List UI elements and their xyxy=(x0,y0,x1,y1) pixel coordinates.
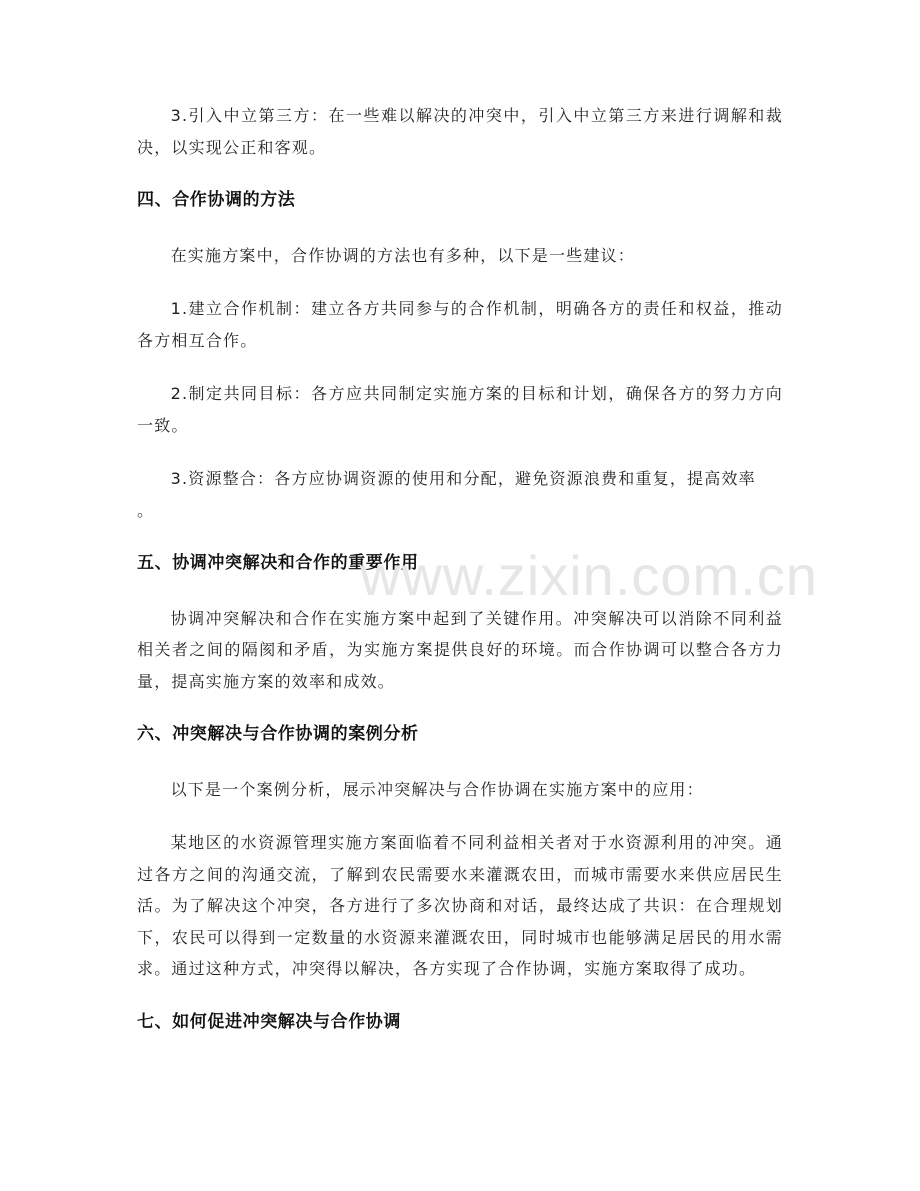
paragraph-cooperation-method-2: 2.制定共同目标：各方应共同制定实施方案的目标和计划，确保各方的努力方向一致。 xyxy=(137,384,783,435)
section-heading-6: 六、冲突解决与合作协调的案例分析 xyxy=(137,724,419,744)
paragraph-cooperation-method-3-tail: 。 xyxy=(137,500,155,520)
paragraph-cooperation-intro: 在实施方案中，合作协调的方法也有多种，以下是一些建议： xyxy=(170,245,635,265)
watermark-text: www.zixin.com.cn xyxy=(360,544,818,607)
paragraph-cooperation-method-1: 1.建立合作机制：建立各方共同参与的合作机制，明确各方的责任和权益，推动各方相互合作。 xyxy=(137,299,783,350)
section-heading-5: 五、协调冲突解决和合作的重要作用 xyxy=(137,553,419,573)
paragraph-case-study: 某地区的水资源管理实施方案面临着不同利益相关者对于水资源利用的冲突。通过各方之间的沟通交流，了解到农民需要水来灌溉农田，而城市需要水来供应居民生活。为了解决这个冲突，各方进行了多次协商和对话，最终达成了共识：在合理规划下，农民可以得到一定数量的水资源来灌溉农田，同时城市也能够满足居民的用水需求。通过这种方式，冲突得以解决，各方实现了合作协调，实施方案取得了成功。 xyxy=(137,833,783,978)
paragraph-conflict-method-3: 3.引入中立第三方：在一些难以解决的冲突中，引入中立第三方来进行调解和裁决，以实现公正和客观。 xyxy=(137,106,783,157)
paragraph-importance: 协调冲突解决和合作在实施方案中起到了关键作用。冲突解决可以消除不同利益相关者之间的隔阂和矛盾，为实施方案提供良好的环境。而合作协调可以整合各方力量，提高实施方案的效率和成效。 xyxy=(137,608,783,691)
paragraph-case-intro: 以下是一个案例分析，展示冲突解决与合作协调在实施方案中的应用： xyxy=(170,779,704,799)
paragraph-cooperation-method-3: 3.资源整合：各方应协调资源的使用和分配，避免资源浪费和重复，提高效率 xyxy=(170,469,756,488)
paragraph-cooperation-method-3-block xyxy=(137,463,783,526)
section-heading-7: 七、如何促进冲突解决与合作协调 xyxy=(137,1011,401,1032)
section-heading-4: 四、合作协调的方法 xyxy=(137,190,296,210)
